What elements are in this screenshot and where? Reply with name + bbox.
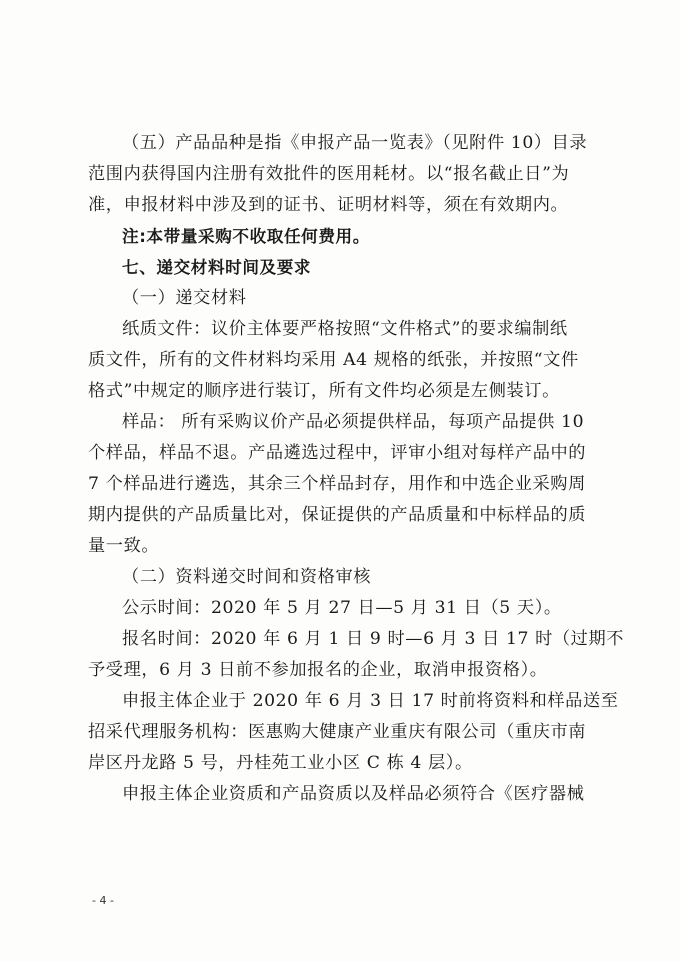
- paragraph-line: 报名时间：2020 年 6 月 1 日 9 时—6 月 3 日 17 时（过期不: [122, 629, 625, 649]
- paragraph-line: 岸区丹龙路 5 号，丹桂苑工业小区 C 栋 4 层）。: [88, 753, 473, 773]
- subsection-heading: （二）资料递交时间和资格审核: [122, 567, 372, 587]
- paragraph-line: （五）产品品种是指《申报产品一览表》（见附件 10）目录: [122, 133, 588, 153]
- paragraph-line: 申报主体企业资质和产品资质以及样品必须符合《医疗器械: [122, 784, 585, 804]
- paragraph-line: 7 个样品进行遴选，其余三个样品封存，用作和中选企业采购周: [88, 474, 586, 494]
- paragraph-line: 期内提供的产品质量比对，保证提供的产品质量和中标样品的质: [88, 505, 587, 525]
- paragraph-line: 格式”中规定的顺序进行装订，所有文件均必须是左侧装订。: [88, 381, 560, 401]
- subsection-heading: （一）递交材料: [122, 288, 247, 308]
- paragraph-line: 予受理，6 月 3 日前不参加报名的企业，取消申报资格）。: [88, 660, 548, 680]
- paragraph-line: 个样品，样品不退。产品遴选过程中，评审小组对每样产品中的: [88, 443, 587, 463]
- paragraph-line: 申报主体企业于 2020 年 6 月 3 日 17 时前将资料和样品送至: [122, 691, 619, 711]
- document-body: [88, 128, 625, 810]
- paragraph-line: 范围内获得国内注册有效批件的医用耗材。以“报名截止日”为: [88, 164, 570, 184]
- page-number: - 4 -: [92, 894, 114, 907]
- paragraph-line: 量一致。: [88, 536, 160, 556]
- note-line: 注:本带量采购不收取任何费用。: [122, 227, 370, 246]
- paragraph-line: 招采代理服务机构：医惠购大健康产业重庆有限公司（重庆市南: [88, 722, 587, 742]
- paragraph-line: 纸质文件：议价主体要严格按照“文件格式”的要求编制纸: [122, 319, 568, 339]
- paragraph-line: 公示时间：2020 年 5 月 27 日—5 月 31 日（5 天）。: [122, 598, 562, 618]
- paragraph-line: 准，申报材料中涉及到的证书、证明材料等，须在有效期内。: [88, 195, 569, 215]
- section-heading: 七、递交材料时间及要求: [122, 258, 312, 277]
- paragraph-line: 样品： 所有采购议价产品必须提供样品，每项产品提供 10: [122, 412, 585, 432]
- paragraph-line: 质文件，所有的文件材料均采用 A4 规格的纸张，并按照“文件: [88, 350, 579, 370]
